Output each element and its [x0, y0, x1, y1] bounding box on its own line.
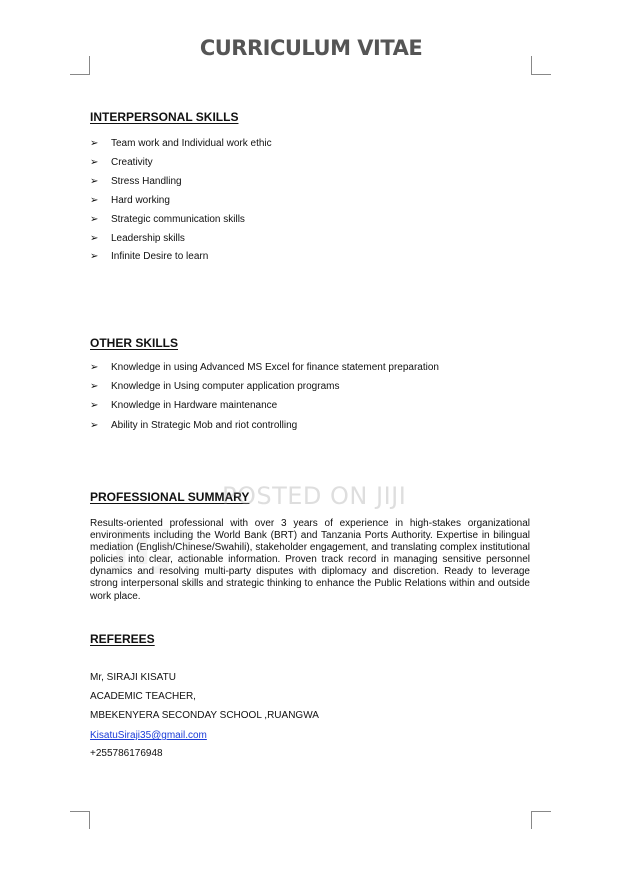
arrow-bullet-icon: ➢: [90, 400, 99, 411]
referee-school: MBEKENYERA SECONDAY SCHOOL ,RUANGWA: [90, 710, 319, 721]
referees-heading: REFEREES: [90, 632, 155, 646]
crop-mark-top-right-v: [531, 56, 532, 74]
referee-position: ACADEMIC TEACHER,: [90, 691, 196, 702]
crop-mark-top-left-h: [70, 74, 90, 75]
watermark-jiji-faint: JIJI: [112, 520, 200, 576]
arrow-bullet-icon: ➢: [90, 157, 99, 168]
crop-mark-bottom-left-v: [89, 811, 90, 829]
arrow-bullet-icon: ➢: [90, 176, 99, 187]
professional-summary-heading: PROFESSIONAL SUMMARY: [90, 490, 250, 504]
watermark-posted-on-jiji: POSTED ON JIJI: [222, 482, 407, 510]
arrow-bullet-icon: ➢: [90, 195, 99, 206]
crop-mark-top-left-v: [89, 56, 90, 74]
arrow-bullet-icon: ➢: [90, 138, 99, 149]
crop-mark-bottom-right-v: [531, 811, 532, 829]
cv-page: CURRICULUM VITAE INTERPERSONAL SKILLS ➢ Team work and Individual work ethic ➢ Creativity ➢ Stress Handling ➢ Hard working ➢ Strategic communication skills ➢ Leadership skills ➢ Infinite Desire to learn OTHER SKILLS ➢ Knowledge in using Advanced MS Excel for finance statement preparation ➢ Knowledge in Using computer application programs ➢ Knowledge in Hardware maintenance ➢ Ability in Strategic Mob and riot controlling PROFESSIONAL SUMMARY Results-oriented professional with over 3 years of experience in high-stakes organizational environments including the World Bank (BRT) and Tanzania Ports Authority. Expertise in bilingual mediation (English/Chinese/Swahili), stakeholder engagement, and translating complex institutional policies into clear, actionable information. Proven track record in managing sensitive personnel dynamics and resolving multi-party disputes with diplomacy and discretion. Ready to leverage strong interpersonal skills and strategic thinking to enhance the Public Relations within and outside work place. REFEREES Mr, SIRAJI KISATU ACADEMIC TEACHER, MBEKENYERA SECONDAY SCHOOL ,RUANGWA KisatuSiraji35@gmail.com +255786176948 POSTED ON JIJI JIJI: [0, 0, 622, 872]
other-skills-heading: OTHER SKILLS: [90, 336, 179, 350]
page-title: CURRICULUM VITAE: [199, 36, 423, 60]
arrow-bullet-icon: ➢: [90, 420, 99, 431]
arrow-bullet-icon: ➢: [90, 233, 99, 244]
crop-mark-bottom-left-h: [70, 811, 90, 812]
arrow-bullet-icon: ➢: [90, 251, 99, 262]
referee-phone: +255786176948: [90, 748, 163, 759]
crop-mark-bottom-right-h: [531, 811, 551, 812]
interpersonal-skills-heading: INTERPERSONAL SKILLS: [90, 110, 239, 124]
crop-mark-top-right-h: [531, 74, 551, 75]
professional-summary-text: Results-oriented professional with over 3 years of experience in high-stakes organizational environments including the World Bank (BRT) and Tanzania Ports Authority. Expertise in bilingual mediation (English/Chinese/Swahili), stakeholder engagement, and translating complex institutional policies into clear, actionable information. Proven track record in managing sensitive personnel dynamics and resolving multi-party disputes with diplomacy and discretion. Ready to leverage strong interpersonal skills and strategic thinking to enhance the Public Relations within and outside work place.: [90, 518, 530, 602]
arrow-bullet-icon: ➢: [90, 362, 99, 373]
arrow-bullet-icon: ➢: [90, 381, 99, 392]
referee-name: Mr, SIRAJI KISATU: [90, 672, 176, 683]
referee-email[interactable]: [90, 730, 207, 741]
arrow-bullet-icon: ➢: [90, 214, 99, 225]
referee-email-link[interactable]: KisatuSiraji35@gmail.com: [90, 730, 207, 741]
